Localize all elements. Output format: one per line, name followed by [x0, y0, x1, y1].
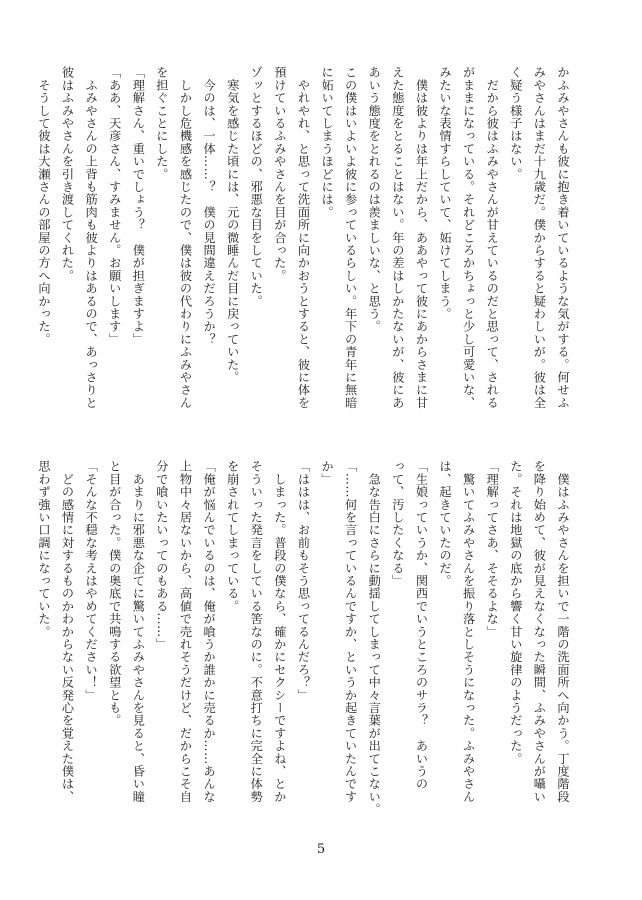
text-line: 「理解ってさあ、そそるよな」 — [485, 460, 500, 638]
text-line: 「……何を言っているんですか、というか起きていたんです — [343, 460, 358, 803]
text-line: あまりに邪悪な企てに驚いてふみやさんを見ると、昏い瞳 — [131, 460, 146, 803]
text-line: やれやれ、と思って洗面所に向かおうとすると、彼に体を — [296, 66, 311, 409]
text-line: しかし危機感を感じたので、僕は彼の代わりにふみやさん — [178, 66, 193, 409]
text-line: しまった。普段の僕なら、確かにセクシーですよね、とか — [272, 460, 287, 803]
text-line: 僕はふみやさんを担いで一階の洗面所へ向かう。丁度階段 — [556, 460, 570, 803]
text-line: 彼はふみやさんを引き渡してくれた。 — [60, 66, 75, 282]
text-line: そういった発言をしている筈なのに。不意打ちに完全に体勢 — [249, 460, 264, 803]
text-line: た。それは地獄の底から響く甘い旋律のようだった。 — [508, 460, 523, 765]
text-line: を担ぐことにした。 — [154, 66, 169, 181]
text-line: は、起きていたのだ。 — [438, 460, 453, 587]
text-line: そうして彼は大瀬さんの部屋の方へ向かった。 — [36, 66, 51, 346]
text-line: に妬いてしまうほどには。 — [320, 66, 335, 219]
text-line: 寒気を感じた頃には、元の微睡んだ目に戻っていた。 — [225, 66, 240, 384]
text-line: 上物中々居ないから、高値で売れそうだけど、だからこそ自 — [178, 460, 193, 803]
text-line: えた態度をとることはない。年の差はしかたないが、彼にあ — [390, 66, 405, 409]
text-line: 思わず強い口調になっていた。 — [36, 460, 51, 638]
text-line: 今のは、一体……？ 僕の見間違えだろうか？ — [202, 66, 217, 346]
text-line: 「生娘っていうか、関西でいうところのサラ？ あいうの — [414, 460, 429, 791]
text-line: を降り始めて、彼が見えなくなった瞬間、ふみやさんが囁い — [532, 460, 547, 803]
lower-text-block — [36, 460, 574, 835]
text-line: と目が合った。僕の奥底で共鳴する欲望とも。 — [107, 460, 122, 727]
text-line: あいう態度をとれるのは羨ましいな、と思う。 — [367, 66, 382, 333]
text-line: 預けているふみやさんを目が合った。 — [272, 66, 287, 282]
text-line: どの感情に対するものかわからない反発心を覚えた僕は、 — [60, 460, 75, 803]
text-line: 分で喰いたいってのもある……」 — [154, 460, 169, 651]
page-number: 5 — [316, 842, 326, 857]
text-line: だから彼はふみやさんが甘えているのだと思って、される — [485, 66, 500, 409]
text-line: かふみやさんも彼に抱き着いているような気がする。何せふ — [556, 66, 570, 409]
text-line: 急な告白にさらに動揺してしまって中々言葉が出てこない。 — [367, 460, 382, 816]
text-line: この僕はいよいよ彼に参っているらしい。年下の青年に無暗 — [343, 66, 358, 409]
text-line: 「そんな不穏な考えはやめてください！」 — [84, 460, 99, 702]
text-line: 驚いてふみやさんを振り落としそうになった。ふみやさん — [461, 460, 476, 803]
text-line: ゾッとするほどの、邪悪な目をしていた。 — [249, 66, 264, 308]
text-line: みやさんはまだ十九歳だ。僕からすると疑わしいが。彼は全 — [532, 66, 547, 409]
text-line: 「理解さん、重いでしょう？ 僕が担ぎますよ」 — [131, 66, 146, 346]
text-line: 「俺が悩んでいるのは、俺が喰うか誰かに売るか……あんな — [202, 460, 217, 803]
text-line: 「ああ、天彦さん、すみません。お願いします」 — [107, 66, 122, 346]
text-line: 「ははは、お前もそう思ってるんだろ？」 — [296, 460, 311, 702]
text-line: みたいな表情すらしていて、妬けてしまう。 — [438, 66, 453, 320]
text-line: ふみやさんの上背も筋肉も彼よりはあるので、あっさりと — [84, 66, 99, 409]
upper-text-block — [36, 66, 574, 451]
text-line: く疑う様子はない。 — [508, 66, 523, 181]
text-line: 僕は彼よりは年上だから、ああやって彼にあからさまに甘 — [414, 66, 429, 409]
text-line: がままになっている。それどころかちょっと少し可愛いな、 — [461, 66, 476, 409]
text-line: って、汚したくなる」 — [390, 460, 405, 587]
text-line: を崩されてしまっている。 — [225, 460, 240, 613]
text-line: か」 — [320, 460, 335, 486]
